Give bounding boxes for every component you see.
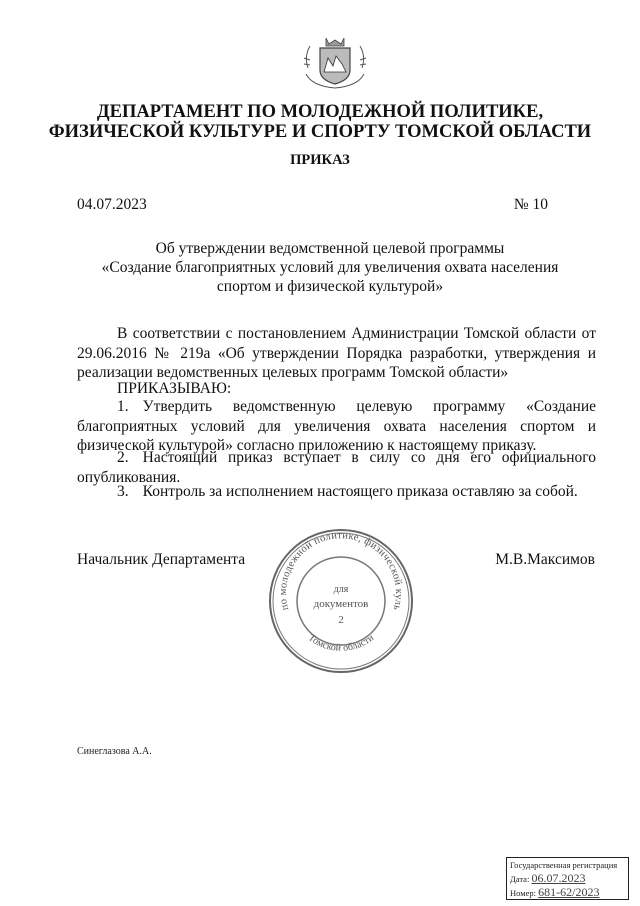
registration-date-label: Дата: — [510, 874, 530, 884]
item-2-number: 2. — [117, 449, 129, 466]
order-word: ПРИКАЗЫВАЮ: — [117, 380, 232, 397]
stamp-inner-num: 2 — [338, 614, 344, 626]
signer-position: Начальник Департамента — [77, 551, 246, 568]
item-2-text: Настоящий приказ вступает в силу со дня его официального опубликования. — [77, 449, 596, 486]
registration-date-value: 06.07.2023 — [531, 871, 586, 885]
registration-box — [506, 857, 629, 900]
order-item-3 — [77, 482, 596, 502]
stamp-inner-top: для — [333, 584, 349, 595]
document-type-title: ПРИКАЗ — [290, 152, 350, 168]
executor-name: Синеглазова А.А. — [77, 746, 152, 757]
item-3-number: 3. — [117, 483, 129, 500]
preamble-paragraph: В соответствии с постановлением Администрации Томской области от 29.06.2016 № 219а «Об утверждении Порядка разработки, утверждения и реализации ведомственных целевых программ Томской области» — [77, 325, 596, 381]
registration-number-value: 681-62/2023 — [538, 885, 600, 899]
subject-line2: «Создание благоприятных условий для увеличения охвата населения — [101, 259, 559, 276]
subject-line3: спортом и физической культурой» — [216, 278, 444, 295]
signer-name: М.В.Максимов — [495, 551, 595, 568]
department-title-line1: ДЕПАРТАМЕНТ ПО МОЛОДЕЖНОЙ ПОЛИТИКЕ, — [96, 102, 544, 122]
stamp-bottom-text: Томской области — [305, 632, 377, 654]
coat-of-arms-icon — [300, 28, 370, 92]
subject-line1: Об утверждении ведомственной целевой программы — [155, 240, 505, 257]
item-3-text: Контроль за исполнением настоящего приказа оставляю за собой. — [142, 483, 578, 500]
registration-title: Государственная регистрация — [510, 860, 618, 870]
document-date: 04.07.2023 — [77, 196, 147, 213]
stamp-outer-text: по молодежной политике, физической куль — [277, 530, 405, 612]
department-title-line2: ФИЗИЧЕСКОЙ КУЛЬТУРЕ И СПОРТУ ТОМСКОЙ ОБЛАСТИ — [48, 122, 592, 142]
registration-number-label: Номер: — [510, 888, 536, 898]
stamp-inner-mid: документов — [313, 598, 369, 610]
document-number: № 10 — [513, 196, 548, 213]
item-1-text: Утвердить ведомственную целевую программу «Создание благоприятных условий для увеличения охвата населения спортом и физической культурой» согласно приложению к настоящему приказу. — [77, 398, 596, 454]
order-item-1 — [77, 397, 596, 456]
svg-text:Томской области — [306, 632, 377, 654]
item-1-number: 1. — [117, 398, 129, 415]
official-stamp — [268, 528, 414, 674]
